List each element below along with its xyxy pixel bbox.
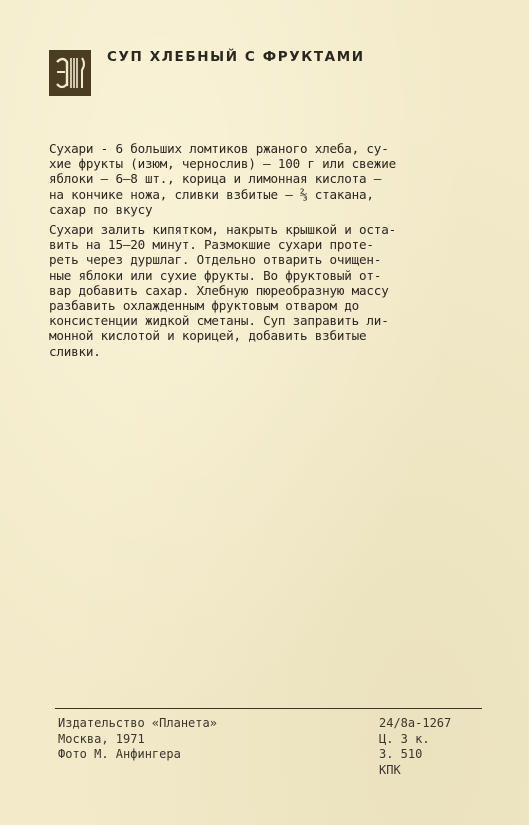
footer-imprint [58,716,217,763]
price: Ц. 3 к. [379,731,430,746]
ingredients-line: на кончике ножа, сливки взбитые — ⅔ стакана, [49,186,374,202]
method-line: вар добавить сахар. Хлебную пюреобразную массу [49,282,389,298]
city-year: Москва, 1971 [58,731,145,746]
ingredients-line: яблоки — 6—8 шт., корица и лимонная кислота — [49,171,382,187]
method-line: разбавить охлажденным фруктовым отваром до [49,298,360,314]
method-line: монной кислотой и корицей, добавить взбитые [49,328,367,344]
footer-codes [379,716,451,778]
footer-divider [55,708,482,709]
method-line: вить на 15—20 минут. Размокшие сухари протe- [49,237,374,253]
ingredients-line: сахар по вкусу [49,201,153,217]
method-paragraph [49,222,477,359]
method-line: ные яблоки или сухие фрукты. Во фруктовый от- [49,267,382,283]
printer-mark: КПК [379,762,401,777]
order-number: З. 510 [379,747,423,761]
method-line: реть через дуршлаг. Отдельно отварить очищен- [49,252,382,268]
method-line: Сухари залить кипятком, накрыть крышкой и оста- [49,222,396,237]
photo-credit: Фото М. Анфингера [58,747,181,761]
publisher-name: Издательство «Планета» [58,716,217,730]
method-line: сливки. [49,343,101,359]
publisher-logo-icon [49,50,91,96]
print-code: 24/8а-1267 [379,716,452,730]
ingredients-paragraph [49,141,477,217]
method-line: консистенции жидкой сметаны. Суп заправить ли- [49,313,389,329]
ingredients-line: хие фрукты (изюм, чернослив) — 100 г или свежие [49,156,396,172]
ingredients-line: Сухари - 6 больших ломтиков ржаного хлеба, су- [49,141,389,156]
recipe-title: СУП ХЛЕБНЫЙ С ФРУКТАМИ [107,49,365,65]
